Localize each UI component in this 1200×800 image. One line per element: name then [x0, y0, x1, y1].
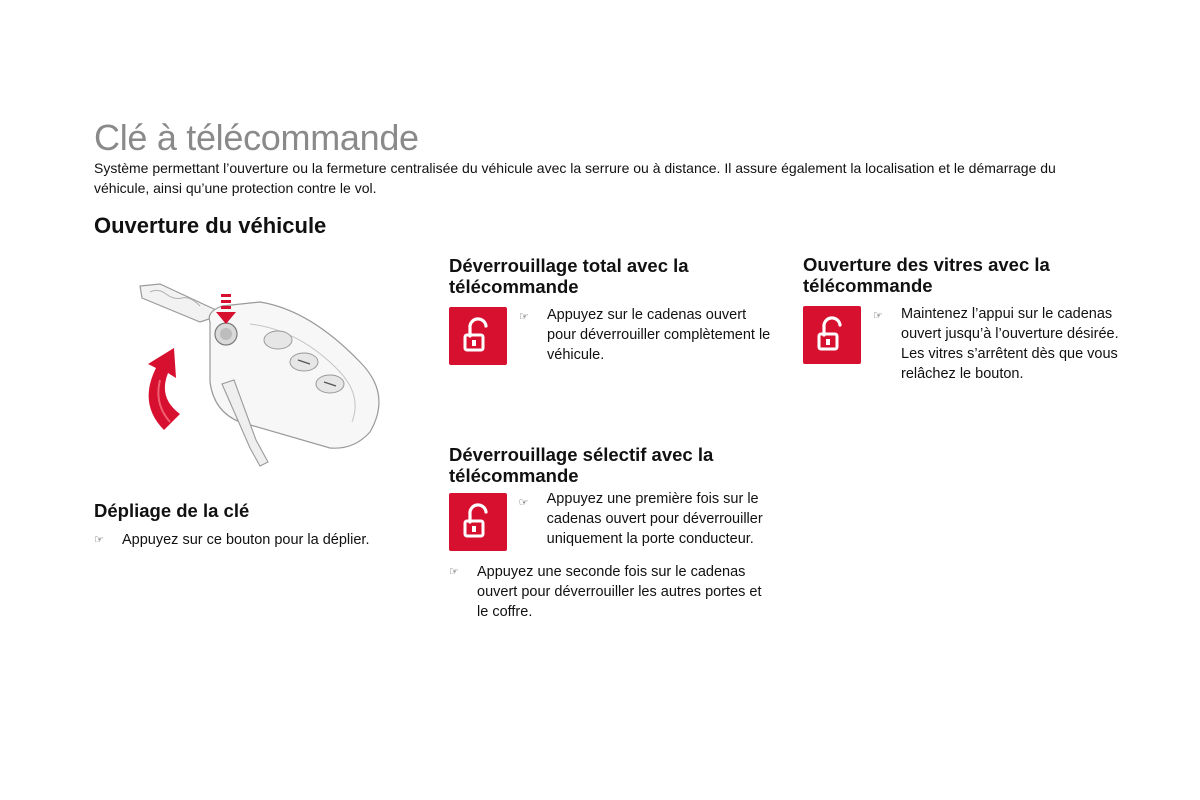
windows-instruction: Maintenez l’appui sur le cadenas ouvert jusqu’à l’ouverture désirée. Les vitres s’arrêtent dès que vous relâchez le bouton. [901, 306, 1119, 382]
unfold-section [94, 500, 414, 550]
selective-unlock-title: Déverrouillage sélectif avec la télécommande [449, 444, 714, 486]
list-item [94, 530, 414, 550]
list-item [519, 307, 779, 365]
total-unlock-title: Déverrouillage total avec la télécommande [449, 255, 689, 297]
list-item [873, 306, 1131, 384]
windows-title: Ouverture des vitres avec la télécommande [803, 254, 1050, 296]
unlock-padlock-icon [803, 306, 861, 364]
windows-section [803, 254, 1133, 384]
intro-paragraph: Système permettant l’ouverture ou la fermeture centralisée du véhicule avec la serrure ou à distance. Il assure également la localisation et le démarrage du véhicule, ainsi qu’une protection contre le vol. [94, 160, 1056, 196]
list-item [449, 562, 769, 622]
pointing-hand-icon: ☞ [519, 311, 529, 323]
unlock-padlock-icon [449, 493, 507, 551]
pointing-hand-icon: ☞ [94, 534, 104, 546]
pointing-hand-icon: ☞ [449, 566, 459, 578]
selective-unlock-section [449, 444, 779, 622]
section-title: Ouverture du véhicule [94, 213, 327, 238]
selective-unlock-step-1: Appuyez une première fois sur le cadenas ouvert pour déverrouiller uniquement la porte conducteur. [546, 491, 763, 547]
unfold-instruction: Appuyez sur ce bouton pour la déplier. [122, 532, 370, 548]
unfold-title: Dépliage de la clé [94, 500, 250, 521]
total-unlock-section [449, 255, 779, 365]
selective-unlock-step-2: Appuyez une seconde fois sur le cadenas ouvert pour déverrouiller les autres portes et le coffre. [477, 564, 762, 620]
page-title: Clé à télécommande [94, 117, 419, 158]
pointing-hand-icon: ☞ [518, 497, 529, 509]
list-item [519, 493, 779, 551]
total-unlock-instruction: Appuyez sur le cadenas ouvert pour déverrouiller complètement le véhicule. [547, 307, 771, 363]
key-unfold-illustration [130, 272, 400, 472]
pointing-hand-icon: ☞ [873, 310, 883, 322]
unlock-padlock-icon [449, 307, 507, 365]
